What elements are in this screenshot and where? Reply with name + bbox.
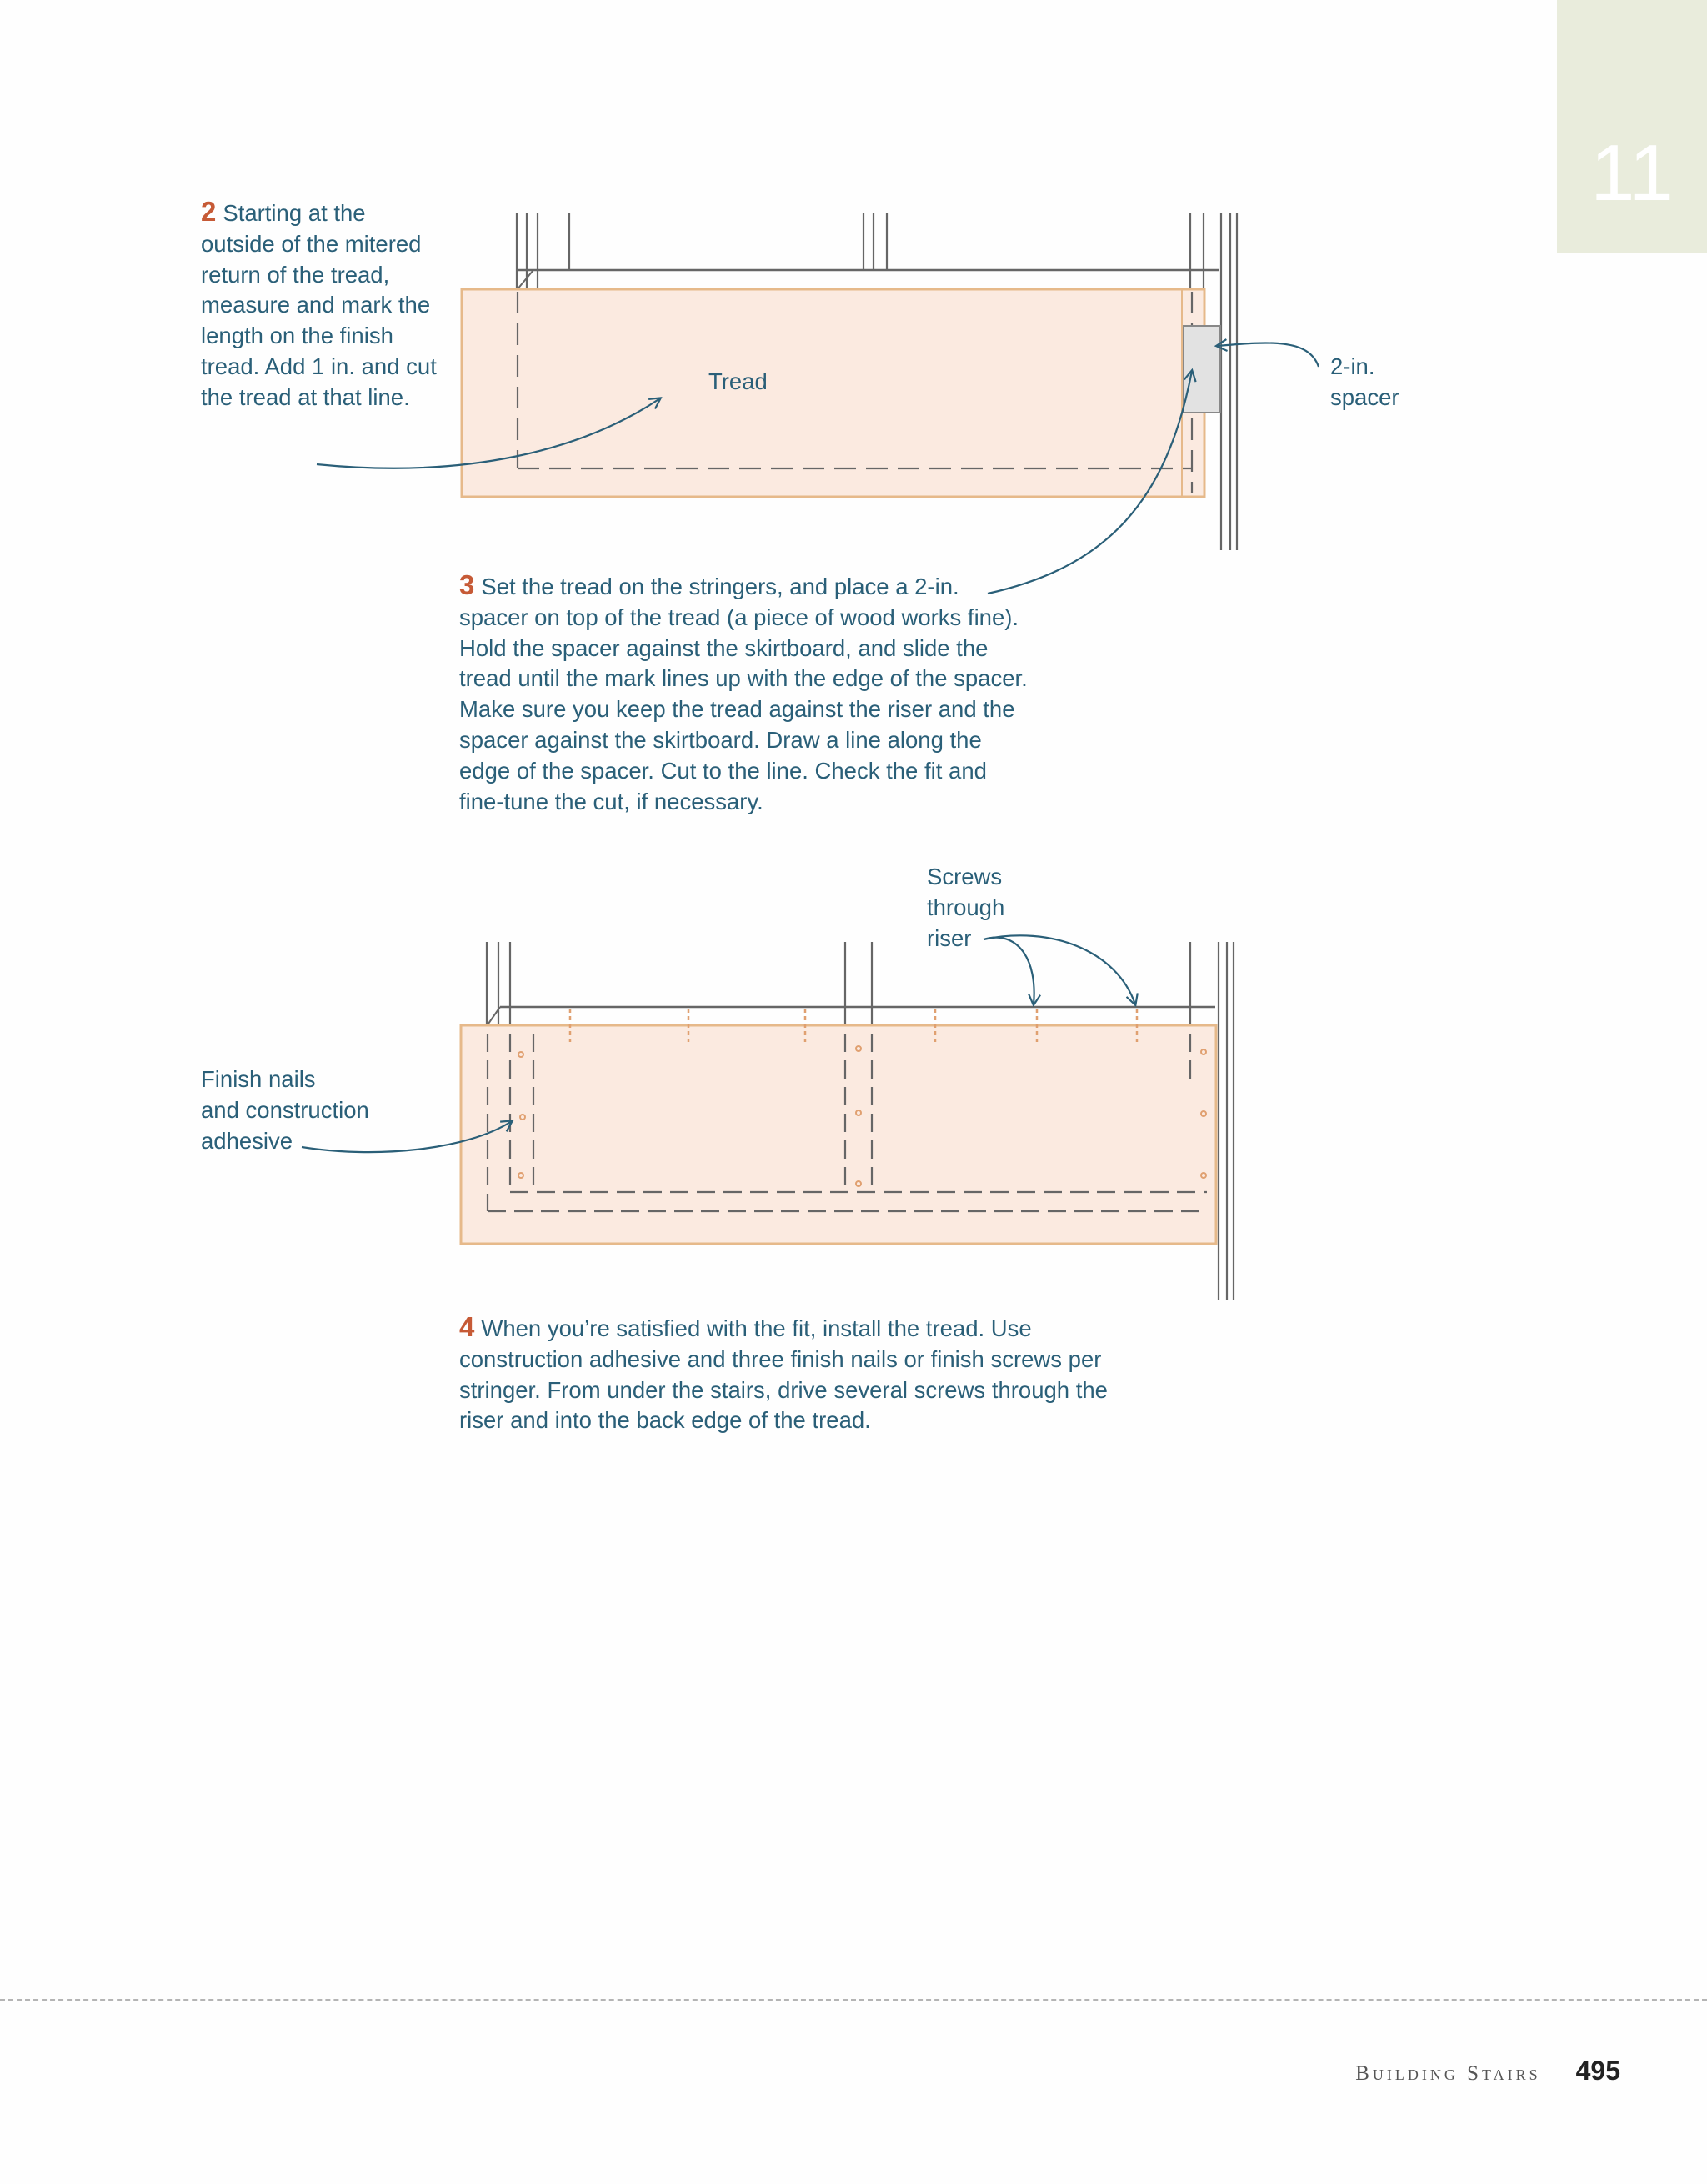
step-3-text: Set the tread on the stringers, and place a 2-in. spacer on top of the tread (a piece of wood works fine). Hold the spacer against the skirtboard, and slide the tread until the mark lines up with the edge of the spacer. Make sure you keep the tread against the riser and the spacer against the skirtboard. Draw a line along the edge of the spacer. Cut to the line. Check the fit and fine-tune the cut, if necessary. — [459, 574, 1028, 814]
spacer-label — [1330, 352, 1399, 413]
tread-measure-diagram — [317, 213, 1319, 594]
step-2 — [201, 197, 438, 413]
footer-divider — [0, 1999, 1707, 2001]
step-3-number: 3 — [459, 569, 475, 600]
screws-label-line2: through — [927, 894, 1005, 920]
page-footer — [1355, 2056, 1620, 2086]
screws-label-line1: Screws — [927, 864, 1003, 889]
nails-label — [201, 1064, 369, 1156]
step-2-text: Starting at the outside of the mitered return of the tread, measure and mark the length on the finish tread. Add 1 in. and cut the tread at that line. — [201, 200, 437, 410]
spacer-label-line2: spacer — [1330, 383, 1399, 410]
step-3 — [459, 570, 1033, 817]
nails-label-line1: Finish nails — [201, 1066, 316, 1092]
screws-label-line3: riser — [927, 924, 972, 951]
running-head: Building Stairs — [1355, 2062, 1541, 2085]
step-4-text: When you’re satisfied with the fit, install the tread. Use construction adhesive and three finish nails or finish screws per stringer. From under the stairs, drive several screws through the riser and into the back edge of the tread. — [459, 1315, 1108, 1434]
chapter-number: 11 — [1590, 128, 1674, 218]
tread-board — [462, 289, 1204, 497]
spacer-label-line1: 2-in. — [1330, 353, 1375, 379]
nails-label-line2: and construction — [201, 1096, 369, 1123]
page-number: 495 — [1575, 2056, 1620, 2086]
tread-label: Tread — [708, 368, 768, 394]
step-4-number: 4 — [459, 1311, 475, 1342]
tread-install-diagram — [302, 935, 1234, 1300]
nails-label-line3: adhesive — [201, 1127, 293, 1154]
screws-label — [927, 862, 1004, 954]
step-4 — [459, 1312, 1126, 1436]
step-2-number: 2 — [201, 196, 217, 227]
spacer-block — [1184, 326, 1220, 413]
